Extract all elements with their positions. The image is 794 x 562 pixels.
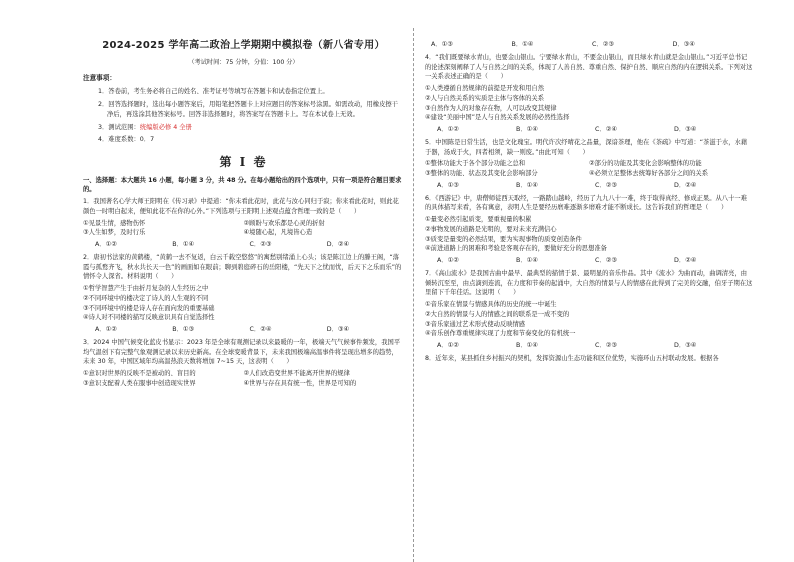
statement: ①量变必然引起质变，要重视量的积累 <box>425 216 532 223</box>
option-d[interactable]: D．③④ <box>672 41 695 48</box>
right-column <box>425 38 753 366</box>
notice-heading: 注意事项： <box>83 74 116 83</box>
option-b[interactable]: B．①④ <box>516 342 538 349</box>
option-b[interactable]: B．①④ <box>516 181 538 189</box>
left-column <box>83 38 404 390</box>
question-1 <box>83 197 404 250</box>
exam-subtitle: （考试时间：75 分钟，分值：100 分） <box>188 58 299 66</box>
statement: ④世界与存在具有统一性，世界是可知的 <box>243 379 357 387</box>
section1-heading: 一、选择题：本大题共 16 小题，每小题 3 分，共 48 分。在每小题给出的四个选项中，只有一项是符合题目要求的。 <box>83 176 402 194</box>
statement: ①哲学智慧产生于由折月复杂的人生经历之中 <box>83 285 209 293</box>
notice-item: 4．难度系数：0．7 <box>98 136 155 144</box>
notice-item: 2．回答选择题时，选出每小题答案后，用铅笔把答题卡上对应题目的答案标号涂黑。如需改动，用橡皮擦干净后，再选涂其他答案标号。回答非选择题时，将答案写在答题卡上。写在本试卷上无效。 <box>98 101 398 118</box>
option-d[interactable]: D．②④ <box>674 257 697 264</box>
statement: ③不同环境中的楼是诗人存在面向发的重要基础 <box>83 304 215 312</box>
column-divider <box>413 28 414 562</box>
option-c[interactable]: C．②③ <box>595 181 617 189</box>
question-2 <box>83 253 404 335</box>
statement: ④诗人对不同楼的描写反映意识具有自觉选择性 <box>83 314 215 322</box>
statement: ①音乐家在情景与情感具体的历史的统一中诞生 <box>425 301 557 308</box>
statement: ④必须立足整体去统筹好各部分之间的关系 <box>589 170 708 177</box>
question-stem: 6．《西游记》中，唐僧师徒西天取经，一路踏山越岭，经历了九九八十一难，终于取得真经、修成正果。从八十一难的具体描写来看，各有寓意，表明人生是要经历磨难逐渐多磨难才能不断成长。这告诉我们的哲理是（ ） <box>425 194 747 212</box>
answer-options <box>95 240 404 250</box>
statement: ②大自然的情景与人的情感之间的联系是一成不变的 <box>425 310 570 318</box>
statement: ④境随心起，凡境皆心造 <box>243 229 313 237</box>
statement: ②事物发展的道路是光明的，要对未来充满信心 <box>425 225 557 233</box>
notice-item <box>83 123 404 133</box>
option-d[interactable]: D．③④ <box>674 126 697 133</box>
question-stem: 3．2024 中国气候变化蓝皮书显示：2023 年是全球有观测记录以来最暖的一年，极端天气气候事件频发，我国平均气温创下有完整气象观测记录以来历史新高。在全球变暖背景下，未来我国极端高温事件将呈现出增多的趋势，未来 30 年，中国区域年均高温热浪天数将增加 7~15 天，这表明（ ） <box>83 338 401 366</box>
option-a[interactable]: A．①② <box>95 241 117 249</box>
statement: ①人类遵循自然规律的前提是开发和用自然 <box>425 85 544 92</box>
exam-title: 2024-2025 学年高二政治上学期期中模拟卷（新八省专用） <box>102 40 385 51</box>
statement: ①整体功能大于各个部分功能之总和 <box>425 160 526 168</box>
option-b[interactable]: B．①④ <box>516 126 538 133</box>
option-c[interactable]: C．②③ <box>249 241 272 249</box>
notice-item: 1．答卷前，考生务必将自己的姓名、准考证号等填写在答题卡和试卷指定位置上。 <box>98 88 329 96</box>
question-7 <box>425 269 753 351</box>
option-d[interactable]: D．②④ <box>326 241 350 249</box>
notice-range-label: 3．测试范围： <box>98 123 140 131</box>
statement: ④前进道路上的困难和考验是客观存在的，要做好充分的思想准备 <box>425 245 607 253</box>
statements <box>83 369 404 389</box>
statement: ③整体的功能、状态及其变化会影响部分 <box>425 170 538 177</box>
answer-options <box>95 325 404 335</box>
statement: ③质变是量变的必然结果，要为实现事物的质变创造条件 <box>425 235 582 243</box>
question-stem: 5．中国陈是日常生活，也是文化瑰宝。明代许次纾晴花之品量，深谙茶理，他在《茶疏》中写道：“茶滋于水，水藉于器，汤成于火，四者相须，缺一则废。”由此可知（ ） <box>425 138 748 156</box>
question-stem: 4．“我们既要绿水青山，也要金山银山。宁要绿水青山，不要金山银山，而且绿水青山就是金山银山。”习近平总书记的论述深刻阐释了人与自然之间的关系，体现了人善自然、尊重自然、保护自然、顺应自然的内在逻辑关系。下列对这一关系表述正确的是（ ） <box>425 53 753 81</box>
statement: ①意识对世界的反映不是被动的、盲目的 <box>83 370 196 378</box>
answer-options <box>437 125 753 135</box>
option-b[interactable]: B．①④ <box>172 241 195 249</box>
statement: ②顾盼与欢乐都是心灵的折射 <box>243 219 325 227</box>
option-a[interactable]: A．①③ <box>437 181 459 189</box>
question-8 <box>425 354 753 364</box>
option-c[interactable]: C．②④ <box>249 326 272 334</box>
statement: ②不同环境中的楼决定了诗人的人生观的不同 <box>83 294 209 302</box>
question-stem: 2．唐初书法家的黄鹤楼，“黄鹤一去不复返，白云千载空悠悠”的寓愁别绪涌上心头；该是陈江边上的滕王阁，“落霞与孤鹜齐飞，秋水共长天一色”的画面如在眼前；聊到碧庭碎石的岳阳楼，“先天下之忧而忧，后天下之乐而乐”的情怀令人深省。材料说明（ ） <box>83 253 402 281</box>
statement: ②部分的功能及其变化会影响整体的功能 <box>589 160 702 168</box>
question-stem: 1．我国著名心学大师王阳明在《传习录》中提道：“你未看此花时，此花与汝心同归于寂；你来看此花时，则此花颜色一时明白起来，便知此花不在你的心外。”下列选项与王阳明上述观点蕴含哲理一致的是（ ） <box>83 198 399 215</box>
statement: ④音乐创作尊重规律实现了力度和节奏变化的有机统一 <box>425 330 576 338</box>
option-c[interactable]: C．②③ <box>595 257 617 264</box>
option-b[interactable]: B．①③ <box>172 326 195 334</box>
option-a[interactable]: A．①② <box>437 257 459 264</box>
statement: ②人们改造变世界不能离开世界的规律 <box>243 370 350 378</box>
answer-options-q3 <box>431 40 753 50</box>
option-a[interactable]: A．①② <box>437 342 459 349</box>
statements <box>83 219 404 239</box>
statement: ①见景生情，感物伤怀 <box>83 219 146 227</box>
statement: ③音乐家通过艺术形式使动反映情感 <box>425 320 526 328</box>
option-b[interactable]: B．①④ <box>516 257 538 264</box>
answer-options <box>437 181 753 191</box>
option-c[interactable]: C．②④ <box>595 126 617 133</box>
option-a[interactable]: A．①② <box>437 126 459 133</box>
statement: ④建设“美丽中国”是人与自然关系发展的必然性选择 <box>425 114 570 122</box>
question-3 <box>83 338 404 389</box>
option-c[interactable]: C．②③ <box>592 41 614 48</box>
statements <box>425 159 753 179</box>
question-5 <box>425 138 753 191</box>
section-heading-volume-1: 第 I 卷 <box>219 155 268 170</box>
question-stem: 8．近年来，某县抓住乡村振兴的契机，发挥资源山生态功能和区位优势，实施环山五村联动发展。根据各 <box>425 354 719 362</box>
option-c[interactable]: C．②③ <box>595 342 617 349</box>
question-6 <box>425 194 753 266</box>
statement: ③人生如梦，及时行乐 <box>83 229 146 237</box>
question-4 <box>425 53 753 135</box>
question-stem: 7．《高山流水》是我国古曲中最早、最典型的描情于景、最明显的音乐作品。其中《流水》为曲而动，曲调清亮，由倾转沉至至，由点滴到连流，在力度和节奏的起涌中，大自然的情景与人的情感在此得到了完美的交融，伯牙子期在这里留下千年佳话。这说明（ ） <box>425 269 753 297</box>
option-b[interactable]: B．①④ <box>511 41 534 48</box>
option-a[interactable]: A．①③ <box>431 41 453 48</box>
option-d[interactable]: D．③④ <box>326 326 350 334</box>
statement: ②人与自然关系的实质是主体与客体的关系 <box>425 94 544 102</box>
option-d[interactable]: D．③④ <box>674 342 697 349</box>
answer-options <box>437 341 753 351</box>
notice-range-value: 统编版必修 4 全册 <box>139 123 192 131</box>
answer-options <box>437 256 753 266</box>
option-d[interactable]: D．②④ <box>674 181 697 189</box>
option-a[interactable]: A．①② <box>95 326 117 334</box>
statement: ③意识支配着人类在服事中创造现实世界 <box>83 379 196 387</box>
statement: ③自然作为人的对象存在物，人可以改变其规律 <box>425 104 557 112</box>
